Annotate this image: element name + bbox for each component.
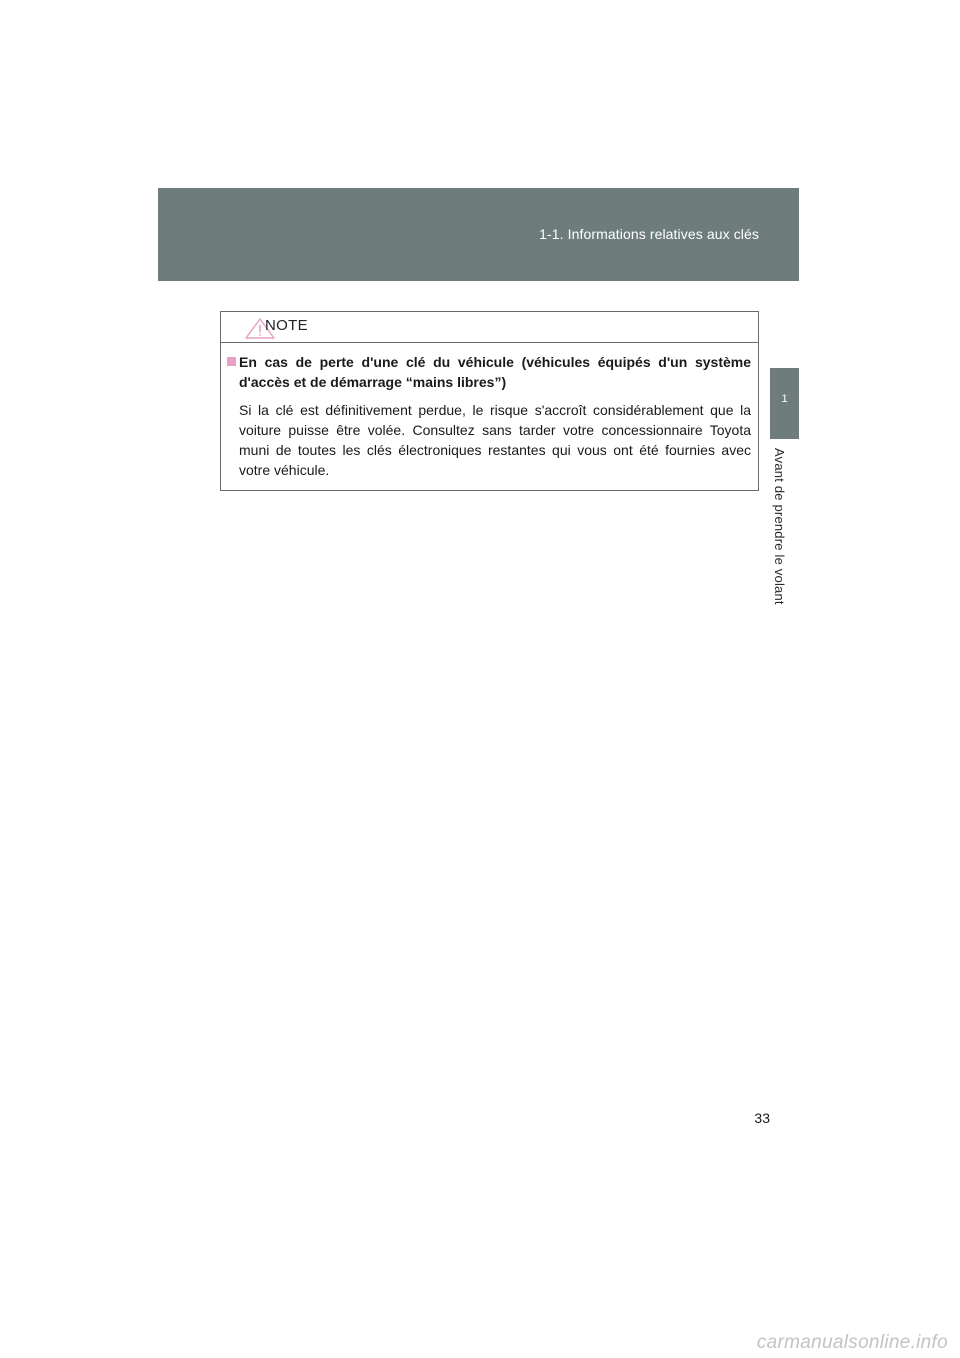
note-content <box>227 352 751 480</box>
chapter-label-container <box>772 448 796 628</box>
note-label: NOTE <box>265 317 308 334</box>
chapter-label: Avant de prendre le volant <box>772 448 787 605</box>
note-box <box>220 311 759 491</box>
note-header <box>221 312 758 343</box>
section-header-band <box>158 188 799 281</box>
watermark: carmanualsonline.info <box>756 1332 948 1353</box>
chapter-tab <box>770 368 799 439</box>
square-bullet-icon <box>227 357 236 366</box>
note-heading-text: En cas de perte d'une clé du véhicule (véhicules équipés d'un système d'accès et de démarrage “mains libres”) <box>239 354 751 390</box>
chapter-number: 1 <box>781 393 788 405</box>
section-title: 1-1. Informations relatives aux clés <box>539 226 759 242</box>
note-heading <box>227 352 751 392</box>
page-number: 33 <box>754 1110 770 1126</box>
note-body: Si la clé est définitivement perdue, le risque s'accroît considérablement que la voiture puisse être volée. Consultez sans tarder votre concessionnaire Toyota muni de toutes les clés électroniques restantes qui vous ont été fournies avec votre véhicule. <box>239 402 751 478</box>
